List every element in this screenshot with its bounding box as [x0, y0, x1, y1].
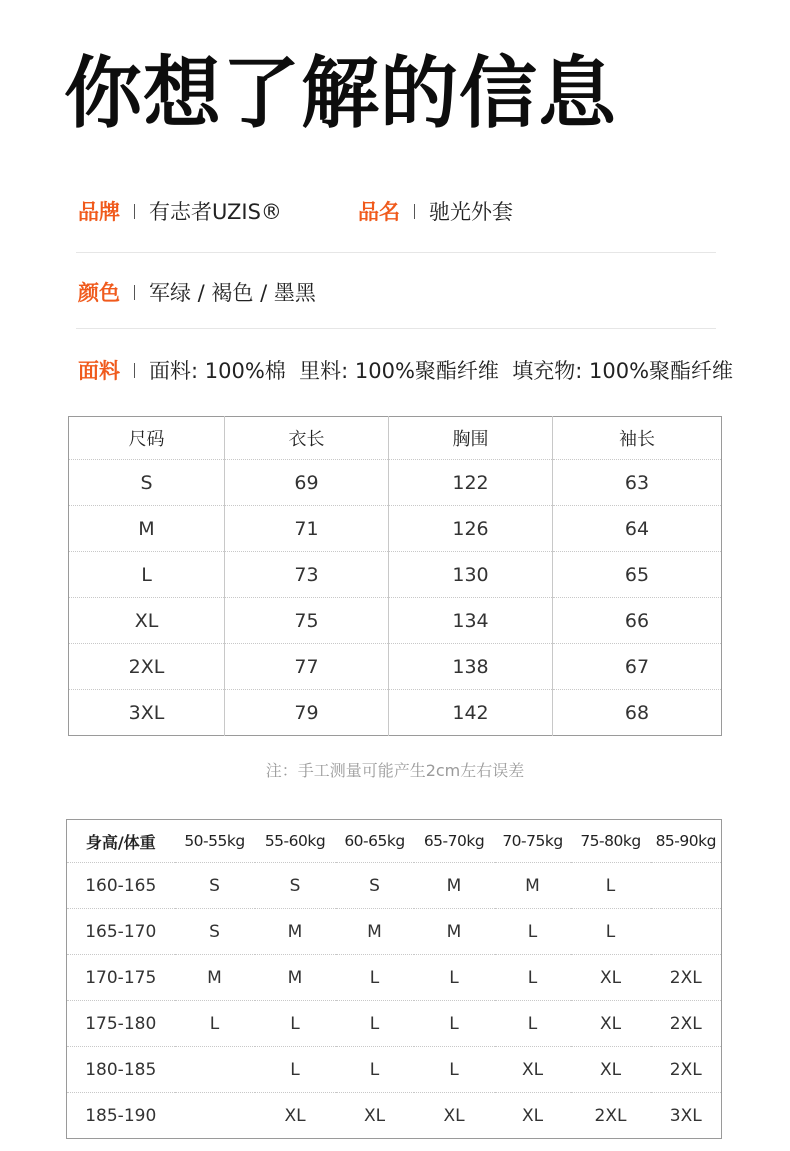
table-row — [69, 644, 722, 690]
table-cell: XL — [571, 955, 651, 1001]
table-cell: M — [414, 909, 495, 955]
table-cell: 67 — [553, 644, 722, 690]
table-cell: 79 — [225, 690, 389, 736]
table-cell: 64 — [553, 506, 722, 552]
table-row — [69, 552, 722, 598]
name-label: 品名 — [358, 200, 400, 224]
table-cell: M — [414, 863, 495, 909]
table-cell: M — [336, 909, 414, 955]
column-header: 袖长 — [553, 417, 722, 460]
column-header: 胸围 — [389, 417, 553, 460]
fit-table — [66, 819, 722, 1139]
table-cell: 170-175 — [67, 955, 175, 1001]
table-cell: 69 — [225, 460, 389, 506]
fabric-value: 面料: 100%棉 里料: 100%聚酯纤维 填充物: 100%聚酯纤维 — [149, 359, 734, 383]
name-value: 驰光外套 — [429, 200, 513, 224]
column-header: 75-80kg — [580, 832, 641, 850]
table-cell: M — [255, 909, 336, 955]
column-header: 65-70kg — [423, 832, 485, 850]
table-cell: L — [255, 1001, 336, 1047]
divider — [76, 328, 716, 329]
table-cell — [175, 1093, 255, 1139]
table-cell: 63 — [553, 460, 722, 506]
info-row-brand — [78, 196, 282, 226]
table-cell: XL — [414, 1093, 495, 1139]
table-cell: XL — [69, 598, 225, 644]
divider — [76, 252, 716, 253]
table-cell: L — [175, 1001, 255, 1047]
table-cell: 3XL — [69, 690, 225, 736]
brand-value: 有志者UZIS® — [149, 200, 282, 224]
table-cell: 66 — [553, 598, 722, 644]
table-cell: M — [69, 506, 225, 552]
table-cell: 122 — [389, 460, 553, 506]
fabric-label: 面料 — [78, 359, 120, 383]
table-cell — [175, 1047, 255, 1093]
column-header: 70-75kg — [502, 832, 563, 850]
table-cell: L — [414, 955, 495, 1001]
table-cell: M — [175, 955, 255, 1001]
table-cell: 160-165 — [67, 863, 175, 909]
table-cell: L — [336, 1001, 414, 1047]
table-cell: L — [495, 1001, 571, 1047]
column-header: 尺码 — [69, 417, 225, 460]
column-header: 60-65kg — [344, 832, 405, 850]
table-row — [69, 460, 722, 506]
table-cell: 3XL — [651, 1093, 722, 1139]
table-cell: L — [414, 1047, 495, 1093]
column-header: 55-60kg — [264, 832, 326, 850]
table-cell: 73 — [225, 552, 389, 598]
info-row-color — [78, 277, 316, 307]
table-cell: 165-170 — [67, 909, 175, 955]
column-header: 50-55kg — [184, 832, 245, 850]
table-cell: L — [571, 909, 651, 955]
table-cell: L — [336, 955, 414, 1001]
table-cell: 65 — [553, 552, 722, 598]
table-cell: 75 — [225, 598, 389, 644]
table-cell — [651, 863, 722, 909]
table-cell: 175-180 — [67, 1001, 175, 1047]
table-cell: 185-190 — [67, 1093, 175, 1139]
table-cell: S — [255, 863, 336, 909]
separator — [134, 204, 135, 219]
size-table-header — [69, 417, 722, 460]
separator — [134, 363, 135, 378]
color-value: 军绿 / 褐色 / 墨黑 — [149, 281, 316, 305]
table-cell: L — [495, 909, 571, 955]
table-row — [67, 863, 722, 909]
table-cell: XL — [495, 1047, 571, 1093]
table-row — [69, 506, 722, 552]
table-cell: M — [255, 955, 336, 1001]
table-cell: L — [255, 1047, 336, 1093]
table-cell: XL — [255, 1093, 336, 1139]
table-cell: 126 — [389, 506, 553, 552]
table-cell: 2XL — [651, 1047, 722, 1093]
table-row — [67, 1047, 722, 1093]
table-cell: XL — [336, 1093, 414, 1139]
info-row-name — [358, 196, 513, 226]
table-cell: 130 — [389, 552, 553, 598]
table-cell: S — [336, 863, 414, 909]
table-cell: 2XL — [69, 644, 225, 690]
info-row-fabric — [78, 355, 733, 385]
table-row — [67, 955, 722, 1001]
column-header: 衣长 — [225, 417, 389, 460]
table-cell: 180-185 — [67, 1047, 175, 1093]
table-cell: 2XL — [651, 1001, 722, 1047]
table-cell: 142 — [389, 690, 553, 736]
table-cell: XL — [571, 1001, 651, 1047]
table-cell: S — [175, 909, 255, 955]
table-cell: 68 — [553, 690, 722, 736]
table-cell: 77 — [225, 644, 389, 690]
table-cell: XL — [571, 1047, 651, 1093]
column-header: 身高/体重 — [85, 832, 156, 852]
table-cell: L — [336, 1047, 414, 1093]
table-row — [67, 1001, 722, 1047]
fit-table-header — [67, 820, 722, 863]
table-row — [67, 1093, 722, 1139]
measurement-note: 注：手工测量可能产生2cm左右误差 — [265, 761, 525, 780]
table-cell: 2XL — [651, 955, 722, 1001]
table-cell — [651, 909, 722, 955]
color-label: 颜色 — [78, 281, 120, 305]
column-header: 85-90kg — [655, 832, 716, 850]
table-cell: L — [414, 1001, 495, 1047]
page-title: 你想了解的信息 — [64, 49, 618, 139]
table-row — [69, 690, 722, 736]
table-cell: L — [495, 955, 571, 1001]
size-table — [68, 416, 722, 736]
separator — [134, 285, 135, 300]
table-row — [67, 909, 722, 955]
table-cell: L — [69, 552, 225, 598]
table-cell: M — [495, 863, 571, 909]
table-row — [69, 598, 722, 644]
table-cell: XL — [495, 1093, 571, 1139]
table-cell: 71 — [225, 506, 389, 552]
brand-label: 品牌 — [78, 200, 120, 224]
separator — [414, 204, 415, 219]
table-cell: 138 — [389, 644, 553, 690]
table-cell: 134 — [389, 598, 553, 644]
table-cell: S — [175, 863, 255, 909]
table-cell: L — [571, 863, 651, 909]
table-cell: S — [69, 460, 225, 506]
table-cell: 2XL — [571, 1093, 651, 1139]
